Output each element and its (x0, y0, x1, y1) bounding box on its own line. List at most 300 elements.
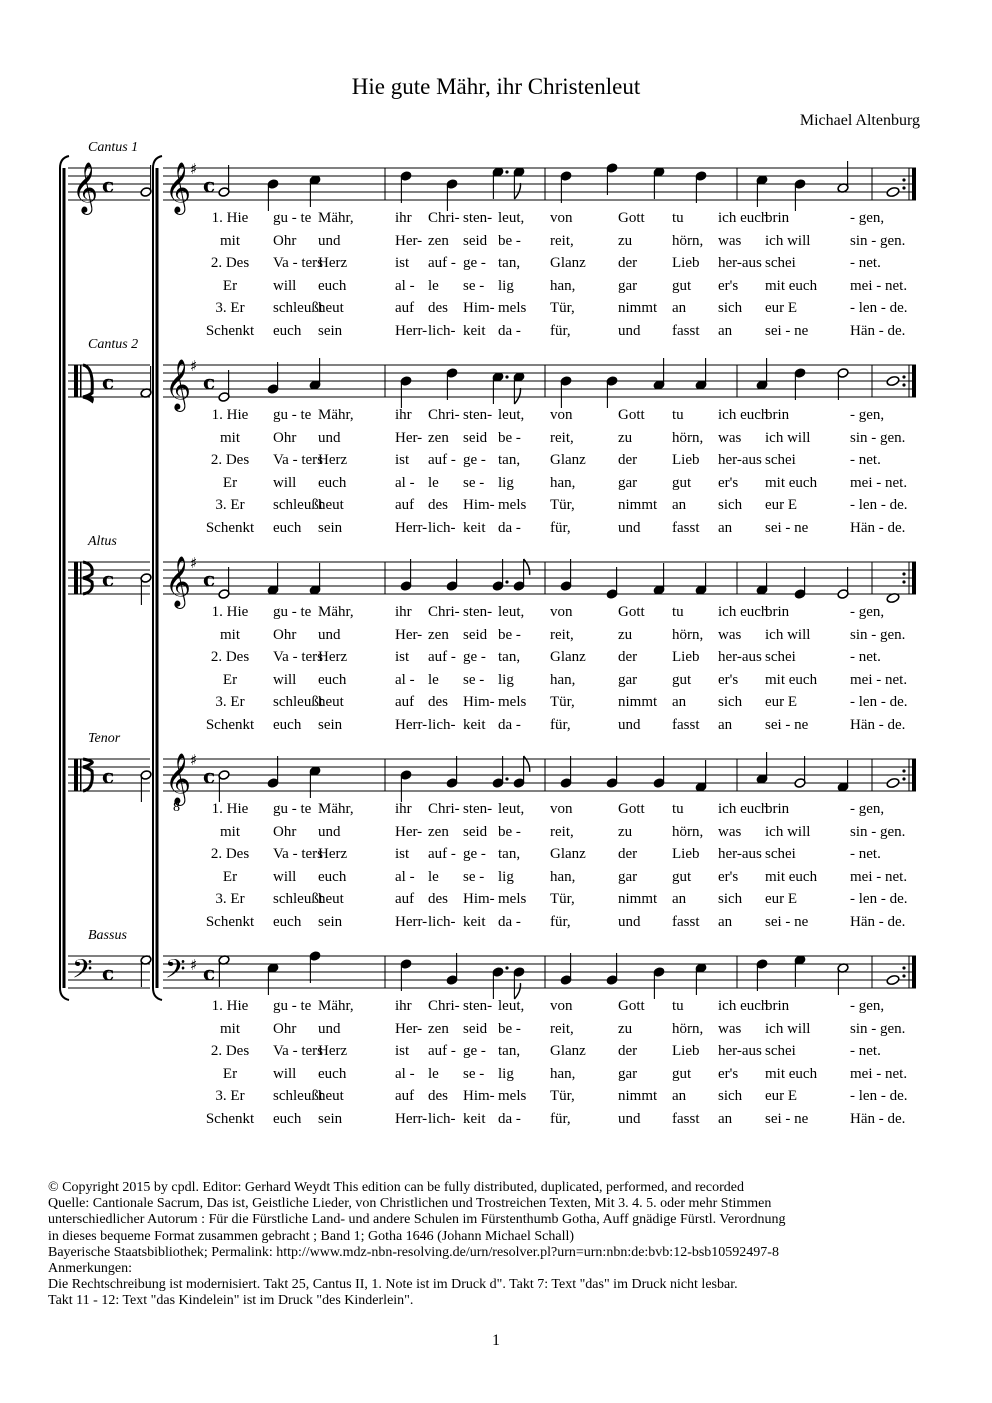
lyric-syllable: - net. (850, 1043, 881, 1059)
lyric-syllable: Herz (318, 846, 348, 862)
repeat-dot (902, 769, 905, 772)
lyric-syllable: nimmt (618, 497, 658, 513)
lyric-syllable: mit euch (765, 277, 818, 294)
lyric-syllable: Tür, (550, 891, 575, 907)
note-dot (505, 170, 508, 173)
lyric-syllable: Glanz (550, 649, 586, 665)
lyric-syllable: an (718, 913, 733, 930)
lyric-syllable: des (428, 694, 448, 710)
lyric-syllable: zu (618, 1020, 633, 1037)
lyric-syllable: an (718, 1110, 733, 1127)
lyric-syllable: und (318, 232, 341, 249)
lyric-syllable: sei - ne (765, 1110, 809, 1127)
lyric-syllable: ich euch (718, 407, 769, 423)
lyric-syllable: reit, (550, 429, 574, 446)
lyric-syllable: er's (718, 671, 739, 688)
lyric-syllable: ich will (765, 429, 811, 446)
lyric-syllable: gar (618, 474, 638, 491)
lyric-syllable: Gott (618, 210, 645, 226)
footer-line: in dieses bequeme Format zusammen gebracht ; Band 1; Gotha 1646 (Johann Michael Schall) (48, 1228, 575, 1244)
lyric-syllable: gar (618, 671, 638, 688)
treble-clef-icon: 𝄞 (165, 359, 192, 410)
lyric-syllable: Chri- (428, 801, 460, 817)
lyric-syllable: 2. Des (210, 649, 250, 665)
lyric-syllable: al - (395, 1065, 415, 1082)
lyric-syllable: fasst (672, 519, 700, 536)
lyric-syllable: 3. Er (215, 300, 245, 316)
lyric-syllable: - len - de. (850, 694, 908, 710)
lyric-line (0, 649, 992, 671)
lyric-syllable: hörn, (672, 626, 704, 643)
lyric-syllable: zu (618, 429, 633, 446)
lyric-syllable: Ohr (273, 626, 297, 643)
page-number: 1 (492, 1332, 500, 1349)
footer-line: unterschiedlicher Autorum : Für die Fürstliche Land- und andere Schulen im Fürstenthumb Gotha, Auff gnädige Fürstl. Verordnung (48, 1212, 786, 1228)
lyric-syllable: han, (550, 671, 576, 688)
lyric-syllable: auf - (428, 649, 456, 665)
lyric-syllable: und (618, 519, 641, 536)
lyric-syllable: Herr- (395, 913, 428, 930)
composer-name: Michael Altenburg (799, 112, 920, 129)
lyric-syllable: für, (550, 716, 571, 733)
repeat-dot (902, 383, 905, 386)
lyric-syllable: zen (428, 823, 449, 840)
lyric-syllable: der (618, 255, 638, 271)
lyric-syllable: sin - gen. (850, 1020, 906, 1037)
lyric-syllable: 2. Des (210, 1043, 250, 1059)
lyric-syllable: mit euch (765, 868, 818, 885)
lyric-syllable: nimmt (618, 891, 658, 907)
lyric-syllable: des (428, 1088, 448, 1104)
c-clef-bar-icon (80, 759, 82, 791)
lyric-line (0, 278, 992, 300)
lyric-line (0, 452, 992, 474)
lyric-syllable: ist (395, 649, 410, 665)
lyric-syllable: zu (618, 823, 633, 840)
lyric-syllable: auf (395, 497, 415, 513)
lyric-syllable: sein (318, 1110, 343, 1127)
lyric-syllable: der (618, 1043, 638, 1059)
lyric-syllable: ihr (395, 801, 412, 817)
lyric-syllable: brin (765, 407, 790, 423)
lyric-syllable: sei - ne (765, 716, 809, 733)
lyric-syllable: al - (395, 671, 415, 688)
lyric-syllable: an (672, 1088, 687, 1104)
lyric-syllable: reit, (550, 823, 574, 840)
lyric-syllable: auf (395, 1088, 415, 1104)
piece-title: Hie gute Mähr, ihr Christenleut (351, 74, 641, 99)
lyric-line (0, 210, 992, 232)
lyric-syllable: keit (463, 1110, 486, 1127)
lyric-syllable: sein (318, 716, 343, 733)
lyric-syllable: der (618, 452, 638, 468)
lyric-syllable: zen (428, 626, 449, 643)
footer-line: Quelle: Cantionale Sacrum, Das ist, Geistliche Lieder, von Christlichen und Trostreichen Texten, Mit 3. 4. 5. oder mehr Stimmen (48, 1196, 772, 1212)
lyric-syllable: Herr- (395, 716, 428, 733)
final-bar-thick (912, 956, 916, 988)
lyric-syllable: Tür, (550, 694, 575, 710)
lyric-syllable: seid (463, 429, 488, 446)
lyric-syllable: le (428, 1065, 439, 1082)
sharp-icon: ♯ (190, 357, 198, 375)
footer-line: Anmerkungen: (48, 1261, 132, 1277)
lyric-syllable: 1. Hie (211, 998, 249, 1014)
lyric-syllable: Herr- (395, 322, 428, 339)
lyric-syllable: zen (428, 429, 449, 446)
lyric-syllable: er's (718, 1065, 739, 1082)
final-bar-thick (912, 168, 916, 200)
lyric-syllable: Va - ters (273, 846, 323, 862)
lyric-syllable: an (672, 497, 687, 513)
lyric-syllable: Chri- (428, 998, 460, 1014)
lyric-syllable: Schenkt (205, 913, 255, 930)
lyric-syllable: Herz (318, 452, 348, 468)
note-dot (505, 777, 508, 780)
lyric-syllable: ihr (395, 210, 412, 226)
lyric-syllable: reit, (550, 626, 574, 643)
lyric-syllable: und (618, 716, 641, 733)
lyric-syllable: - gen, (850, 801, 885, 817)
lyric-syllable: er's (718, 474, 739, 491)
lyric-syllable: le (428, 868, 439, 885)
lyric-line (0, 824, 992, 846)
lyric-syllable: und (618, 913, 641, 930)
lyric-syllable: Gott (618, 407, 645, 423)
lyric-syllable: - gen, (850, 210, 885, 226)
lyric-syllable: Tür, (550, 497, 575, 513)
lyric-syllable: keit (463, 322, 486, 339)
common-time-icon: c (203, 764, 216, 788)
lyric-syllable: ich euch (718, 210, 769, 226)
repeat-dot (902, 178, 905, 181)
lyric-syllable: her-aus (718, 452, 762, 468)
lyric-syllable: se - (463, 474, 485, 491)
lyric-syllable: Herz (318, 1043, 348, 1059)
lyric-syllable: mels (498, 300, 527, 316)
lyric-syllable: des (428, 497, 448, 513)
lyric-syllable: tan, (498, 846, 521, 862)
lyric-syllable: Lieb (672, 1043, 700, 1059)
lyric-syllable: von (550, 604, 573, 620)
lyric-syllable: brin (765, 801, 790, 817)
lyric-syllable: Mähr, (318, 407, 354, 423)
lyric-syllable: euch (273, 913, 302, 930)
lyric-line (0, 233, 992, 255)
lyric-syllable: Gott (618, 998, 645, 1014)
lyric-syllable: sin - gen. (850, 429, 906, 446)
lyric-syllable: 1. Hie (211, 210, 249, 226)
lyric-syllable: Er (222, 277, 238, 294)
lyric-syllable: Glanz (550, 1043, 586, 1059)
lyric-syllable: euch (318, 277, 347, 294)
lyric-syllable: Herz (318, 649, 348, 665)
lyric-syllable: und (318, 626, 341, 643)
lyric-line (0, 1066, 992, 1088)
lyric-syllable: ich euch (718, 998, 769, 1014)
lyric-syllable: auf (395, 891, 415, 907)
lyric-syllable: gut (672, 277, 692, 294)
lyric-syllable: keit (463, 519, 486, 536)
treble-clef-icon: 𝄞 (165, 753, 192, 804)
lyric-line (0, 891, 992, 913)
lyric-syllable: brin (765, 998, 790, 1014)
lyric-line (0, 255, 992, 277)
lyric-syllable: Gott (618, 801, 645, 817)
lyric-syllable: lich- (428, 913, 456, 930)
final-bar-thick (912, 365, 916, 397)
note-dot (505, 375, 508, 378)
lyric-syllable: han, (550, 1065, 576, 1082)
lyric-syllable: da - (498, 913, 521, 930)
lyric-syllable: Her- (395, 232, 423, 249)
lyric-line (0, 672, 992, 694)
lyric-line (0, 1043, 992, 1065)
lyric-syllable: nimmt (618, 694, 658, 710)
lyric-syllable: sein (318, 913, 343, 930)
lyric-syllable: Her- (395, 1020, 423, 1037)
lyric-syllable: Lieb (672, 255, 700, 271)
common-time-icon: c (102, 764, 115, 788)
note-dot (505, 580, 508, 583)
lyric-syllable: der (618, 846, 638, 862)
lyric-syllable: schei (765, 1043, 796, 1059)
lyric-syllable: sich (718, 1088, 743, 1104)
lyric-syllable: ich will (765, 1020, 811, 1037)
repeat-dot (902, 777, 905, 780)
lyric-syllable: fasst (672, 913, 700, 930)
common-time-icon: c (102, 961, 115, 985)
lyric-syllable: sin - gen. (850, 823, 906, 840)
lyric-syllable: Him- (463, 1088, 495, 1104)
lyric-line (0, 497, 992, 519)
lyric-syllable: - len - de. (850, 497, 908, 513)
lyric-syllable: ich euch (718, 604, 769, 620)
lyric-syllable: er's (718, 868, 739, 885)
lyric-syllable: Chri- (428, 210, 460, 226)
lyric-syllable: Mähr, (318, 998, 354, 1014)
treble-clef-icon: 𝄞 (165, 162, 192, 213)
lyric-syllable: Hän - de. (850, 1110, 906, 1127)
lyric-syllable: ich euch (718, 801, 769, 817)
lyric-syllable: schei (765, 255, 796, 271)
lyric-line (0, 475, 992, 497)
lyric-syllable: fasst (672, 1110, 700, 1127)
lyric-syllable: seid (463, 1020, 488, 1037)
lyric-syllable: ge - (463, 255, 486, 271)
lyric-syllable: an (718, 716, 733, 733)
lyric-syllable: heut (318, 694, 344, 710)
lyric-syllable: für, (550, 913, 571, 930)
lyric-syllable: Schenkt (205, 716, 255, 733)
lyric-syllable: be - (498, 429, 521, 446)
repeat-dot (902, 966, 905, 969)
lyric-syllable: für, (550, 519, 571, 536)
common-time-icon: c (102, 567, 115, 591)
sharp-icon: ♯ (190, 554, 198, 572)
lyric-syllable: ihr (395, 998, 412, 1014)
lyric-syllable: Schenkt (205, 519, 255, 536)
lyric-syllable: sich (718, 891, 743, 907)
lyric-syllable: an (718, 322, 733, 339)
lyric-syllable: da - (498, 519, 521, 536)
lyric-syllable: Va - ters (273, 452, 323, 468)
lyric-syllable: al - (395, 868, 415, 885)
lyric-syllable: schei (765, 846, 796, 862)
lyric-syllable: heut (318, 1088, 344, 1104)
lyric-syllable: Va - ters (273, 649, 323, 665)
lyric-syllable: ihr (395, 604, 412, 620)
treble-clef-icon: 𝄞 (72, 162, 99, 213)
lyric-line (0, 869, 992, 891)
lyric-syllable: schleußt (273, 1088, 323, 1104)
lyric-syllable: hörn, (672, 823, 704, 840)
lyric-syllable: lig (498, 277, 514, 294)
lyric-syllable: brin (765, 604, 790, 620)
lyric-syllable: sich (718, 300, 743, 316)
lyric-syllable: und (318, 429, 341, 446)
treble-clef-icon: 𝄞 (165, 556, 192, 607)
lyric-syllable: be - (498, 232, 521, 249)
note-head (886, 974, 900, 985)
lyric-syllable: - len - de. (850, 300, 908, 316)
lyric-syllable: reit, (550, 1020, 574, 1037)
voice-name: Tenor (88, 731, 121, 746)
lyric-syllable: seid (463, 626, 488, 643)
bass-clef-icon: 𝄢 (72, 953, 93, 991)
common-time-icon: c (203, 961, 216, 985)
lyric-syllable: Glanz (550, 846, 586, 862)
common-time-icon: c (203, 173, 216, 197)
lyric-syllable: Chri- (428, 407, 460, 423)
lyric-syllable: mit (219, 429, 241, 446)
lyric-syllable: euch (318, 671, 347, 688)
note-head (886, 186, 900, 197)
lyric-syllable: gut (672, 671, 692, 688)
lyric-syllable: gu - te (273, 998, 312, 1014)
lyric-syllable: euch (273, 519, 302, 536)
lyric-syllable: tu (672, 998, 684, 1014)
lyric-line (0, 998, 992, 1020)
lyric-syllable: Her- (395, 823, 423, 840)
lyric-syllable: mei - net. (850, 277, 908, 294)
lyric-syllable: Her- (395, 626, 423, 643)
lyric-syllable: Lieb (672, 846, 700, 862)
lyric-line (0, 846, 992, 868)
lyric-syllable: ge - (463, 649, 486, 665)
lyric-syllable: mit (219, 1020, 241, 1037)
sharp-icon: ♯ (190, 956, 198, 974)
lyric-syllable: schei (765, 452, 796, 468)
lyric-syllable: Lieb (672, 452, 700, 468)
lyric-syllable: al - (395, 277, 415, 294)
lyric-syllable: euch (318, 1065, 347, 1082)
lyric-syllable: ge - (463, 846, 486, 862)
lyric-syllable: han, (550, 868, 576, 885)
common-time-icon: c (203, 567, 216, 591)
c-clef-bar-icon (74, 365, 78, 397)
lyric-syllable: ge - (463, 452, 486, 468)
lyric-syllable: und (318, 1020, 341, 1037)
voice-name: Bassus (88, 928, 127, 943)
voice-name: Cantus 1 (88, 140, 139, 155)
lyric-syllable: ich will (765, 823, 811, 840)
lyric-syllable: Him- (463, 694, 495, 710)
lyric-syllable: sich (718, 497, 743, 513)
lyric-syllable: zu (618, 232, 633, 249)
note-head (886, 777, 900, 788)
note-dot (505, 966, 508, 969)
lyric-syllable: hörn, (672, 232, 704, 249)
lyric-syllable: tan, (498, 255, 521, 271)
lyric-syllable: des (428, 891, 448, 907)
lyric-syllable: se - (463, 277, 485, 294)
lyric-syllable: 1. Hie (211, 407, 249, 423)
lyric-syllable: mels (498, 891, 527, 907)
lyric-syllable: Hän - de. (850, 519, 906, 536)
lyric-syllable: se - (463, 868, 485, 885)
lyric-syllable: mit (219, 823, 241, 840)
lyric-syllable: gu - te (273, 801, 312, 817)
lyric-syllable: Schenkt (205, 322, 255, 339)
lyric-syllable: und (618, 1110, 641, 1127)
footer-line: © Copyright 2015 by cpdl. Editor: Gerhard Weydt This edition can be fully distributed, duplicated, performed, and recorded (48, 1180, 744, 1195)
lyric-syllable: her-aus (718, 649, 762, 665)
lyric-syllable: gu - te (273, 407, 312, 423)
lyric-syllable: be - (498, 1020, 521, 1037)
final-bar-thick (912, 562, 916, 594)
lyric-syllable: eur E (765, 694, 798, 710)
lyric-syllable: tu (672, 604, 684, 620)
lyric-syllable: des (428, 300, 448, 316)
common-time-icon: c (102, 370, 115, 394)
lyric-syllable: gu - te (273, 604, 312, 620)
c-clef-bar-icon (80, 562, 82, 594)
lyric-syllable: - len - de. (850, 891, 908, 907)
lyric-syllable: Herr- (395, 1110, 428, 1127)
lyric-syllable: sein (318, 519, 343, 536)
lyric-syllable: leut, (498, 604, 525, 620)
lyric-syllable: euch (273, 1110, 302, 1127)
lyric-syllable: auf - (428, 1043, 456, 1059)
lyric-syllable: sei - ne (765, 322, 809, 339)
lyric-syllable: leut, (498, 998, 525, 1014)
lyric-line (0, 627, 992, 649)
lyric-syllable: sei - ne (765, 913, 809, 930)
lyric-syllable: Va - ters (273, 1043, 323, 1059)
lyric-syllable: 3. Er (215, 891, 245, 907)
lyric-syllable: hörn, (672, 1020, 704, 1037)
lyric-line (0, 801, 992, 823)
lyric-syllable: her-aus (718, 846, 762, 862)
lyric-line (0, 520, 992, 542)
lyric-syllable: lich- (428, 716, 456, 733)
lyric-syllable: eur E (765, 497, 798, 513)
lyric-syllable: heut (318, 497, 344, 513)
lyric-syllable: her-aus (718, 255, 762, 271)
lyric-syllable: Er (222, 474, 238, 491)
repeat-dot (902, 572, 905, 575)
lyric-syllable: keit (463, 913, 486, 930)
lyric-syllable: nimmt (618, 300, 658, 316)
lyric-syllable: Him- (463, 300, 495, 316)
lyric-syllable: Ohr (273, 1020, 297, 1037)
lyric-syllable: Hän - de. (850, 322, 906, 339)
lyric-syllable: mei - net. (850, 868, 908, 885)
repeat-dot (902, 974, 905, 977)
lyric-syllable: sei - ne (765, 519, 809, 536)
lyric-syllable: - gen, (850, 604, 885, 620)
lyric-line (0, 300, 992, 322)
